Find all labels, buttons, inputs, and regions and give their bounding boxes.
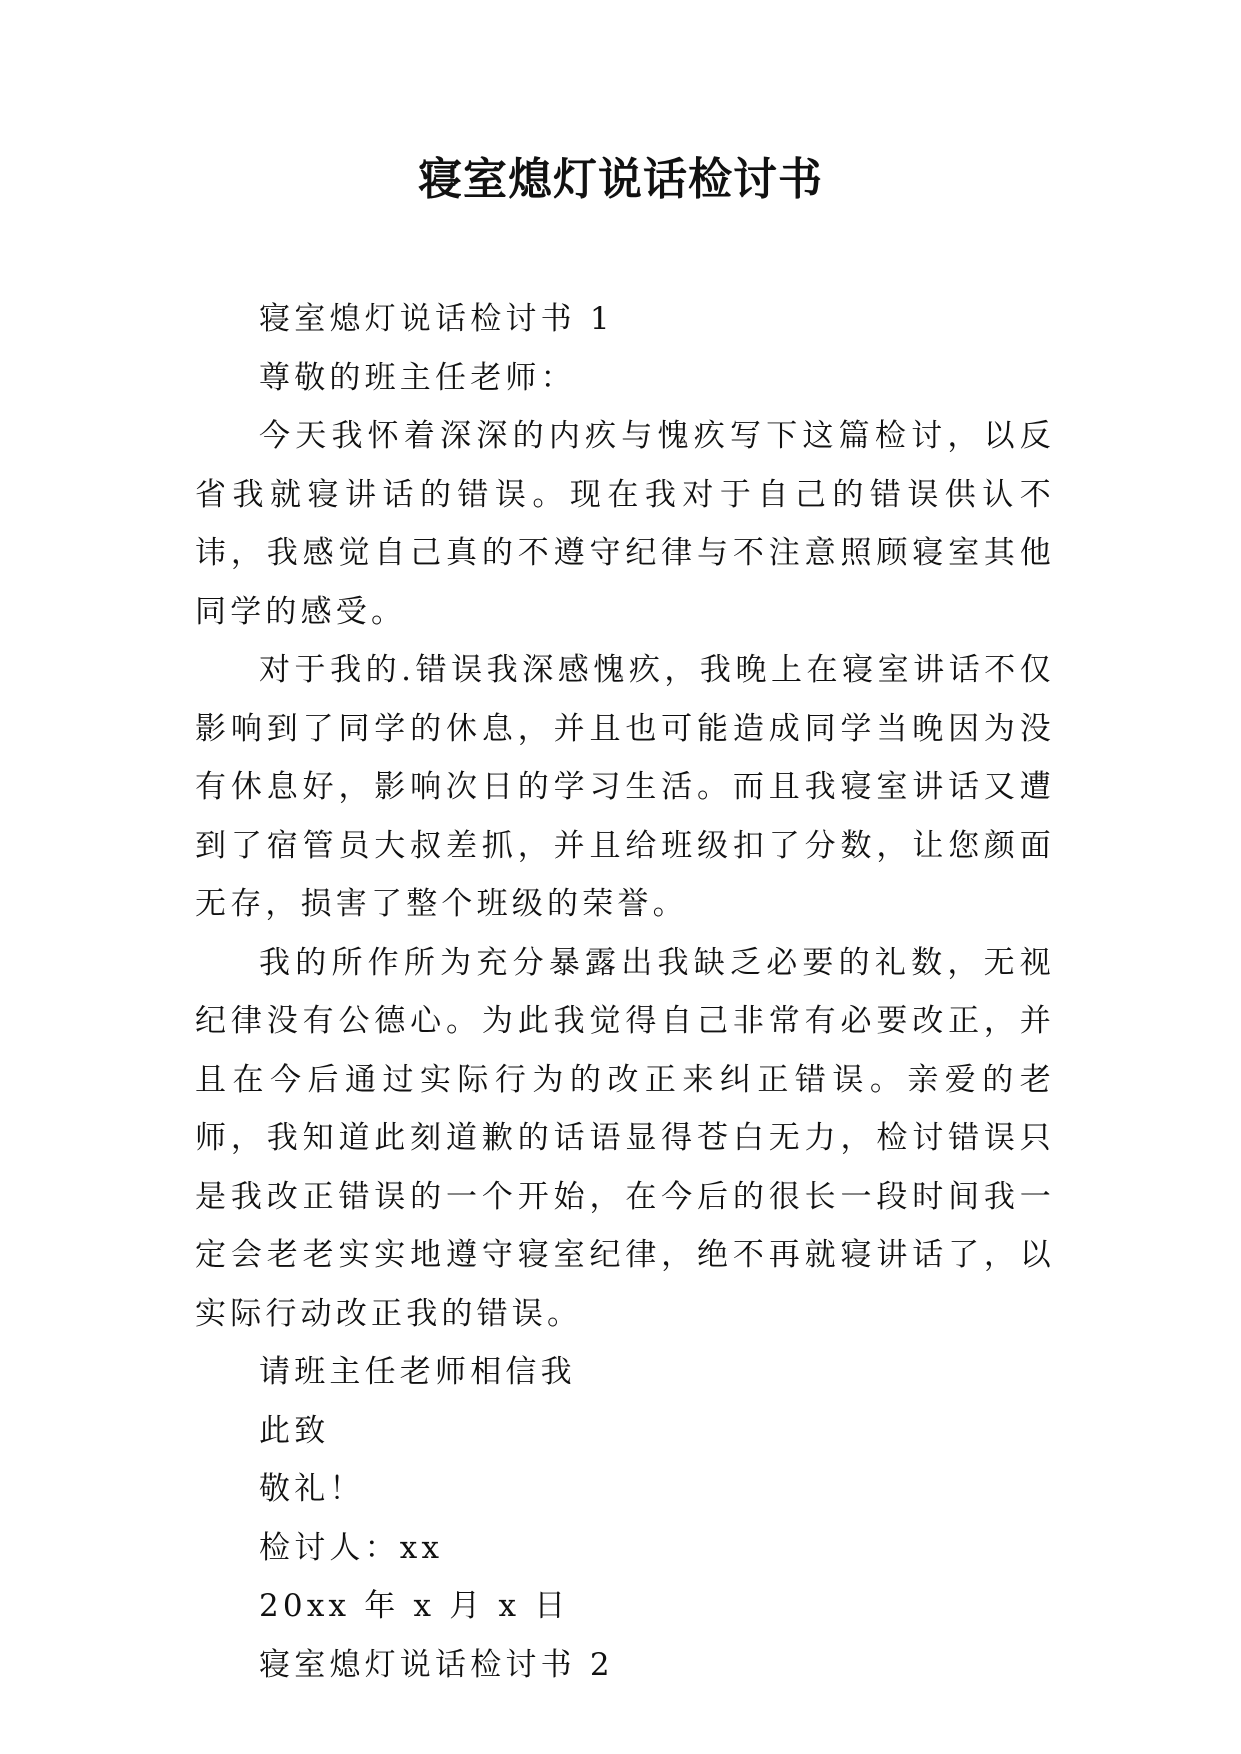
paragraph-2: 对于我的.错误我深感愧疚，我晚上在寝室讲话不仅影响到了同学的休息，并且也可能造成同学当晚因为没有休息好，影响次日的学习生活。而且我寝室讲话又遭到了宿管员大叔差抓，并且给班级扣了分数，让您颜面无存，损害了整个班级的荣誉。 <box>195 652 1055 922</box>
section-heading-2: 寝室熄灯说话检讨书 2 <box>259 1646 614 1683</box>
paragraph-3: 我的所作所为充分暴露出我缺乏必要的礼数，无视纪律没有公德心。为此我觉得自己非常有必要改正，并且在今后通过实际行为的改正来纠正错误。亲爱的老师，我知道此刻道歉的话语显得苍白无力，检讨错误只是我改正错误的一个开始，在今后的很长一段时间我一定会老老实实地遵守寝室纪律，绝不再就寝讲话了，以实际行动改正我的错误。 <box>195 944 1055 1332</box>
signer: 检讨人：xx <box>259 1529 444 1566</box>
date: 20xx 年 x 月 x 日 <box>259 1588 570 1624</box>
closing-jing-li: 敬礼！ <box>259 1471 365 1507</box>
document-body <box>195 290 1055 1694</box>
salutation: 尊敬的班主任老师： <box>259 359 576 396</box>
closing-request: 请班主任老师相信我 <box>259 1354 576 1390</box>
document-title: 寝室熄灯说话检讨书 <box>418 154 823 205</box>
section-heading-1: 寝室熄灯说话检讨书 1 <box>259 301 614 337</box>
closing-ci-zhi: 此致 <box>259 1412 330 1449</box>
paragraph-1: 今天我怀着深深的内疚与愧疚写下这篇检讨，以反省我就寝讲话的错误。现在我对于自己的错误供认不讳，我感觉自己真的不遵守纪律与不注意照顾寝室其他同学的感受。 <box>195 418 1055 630</box>
